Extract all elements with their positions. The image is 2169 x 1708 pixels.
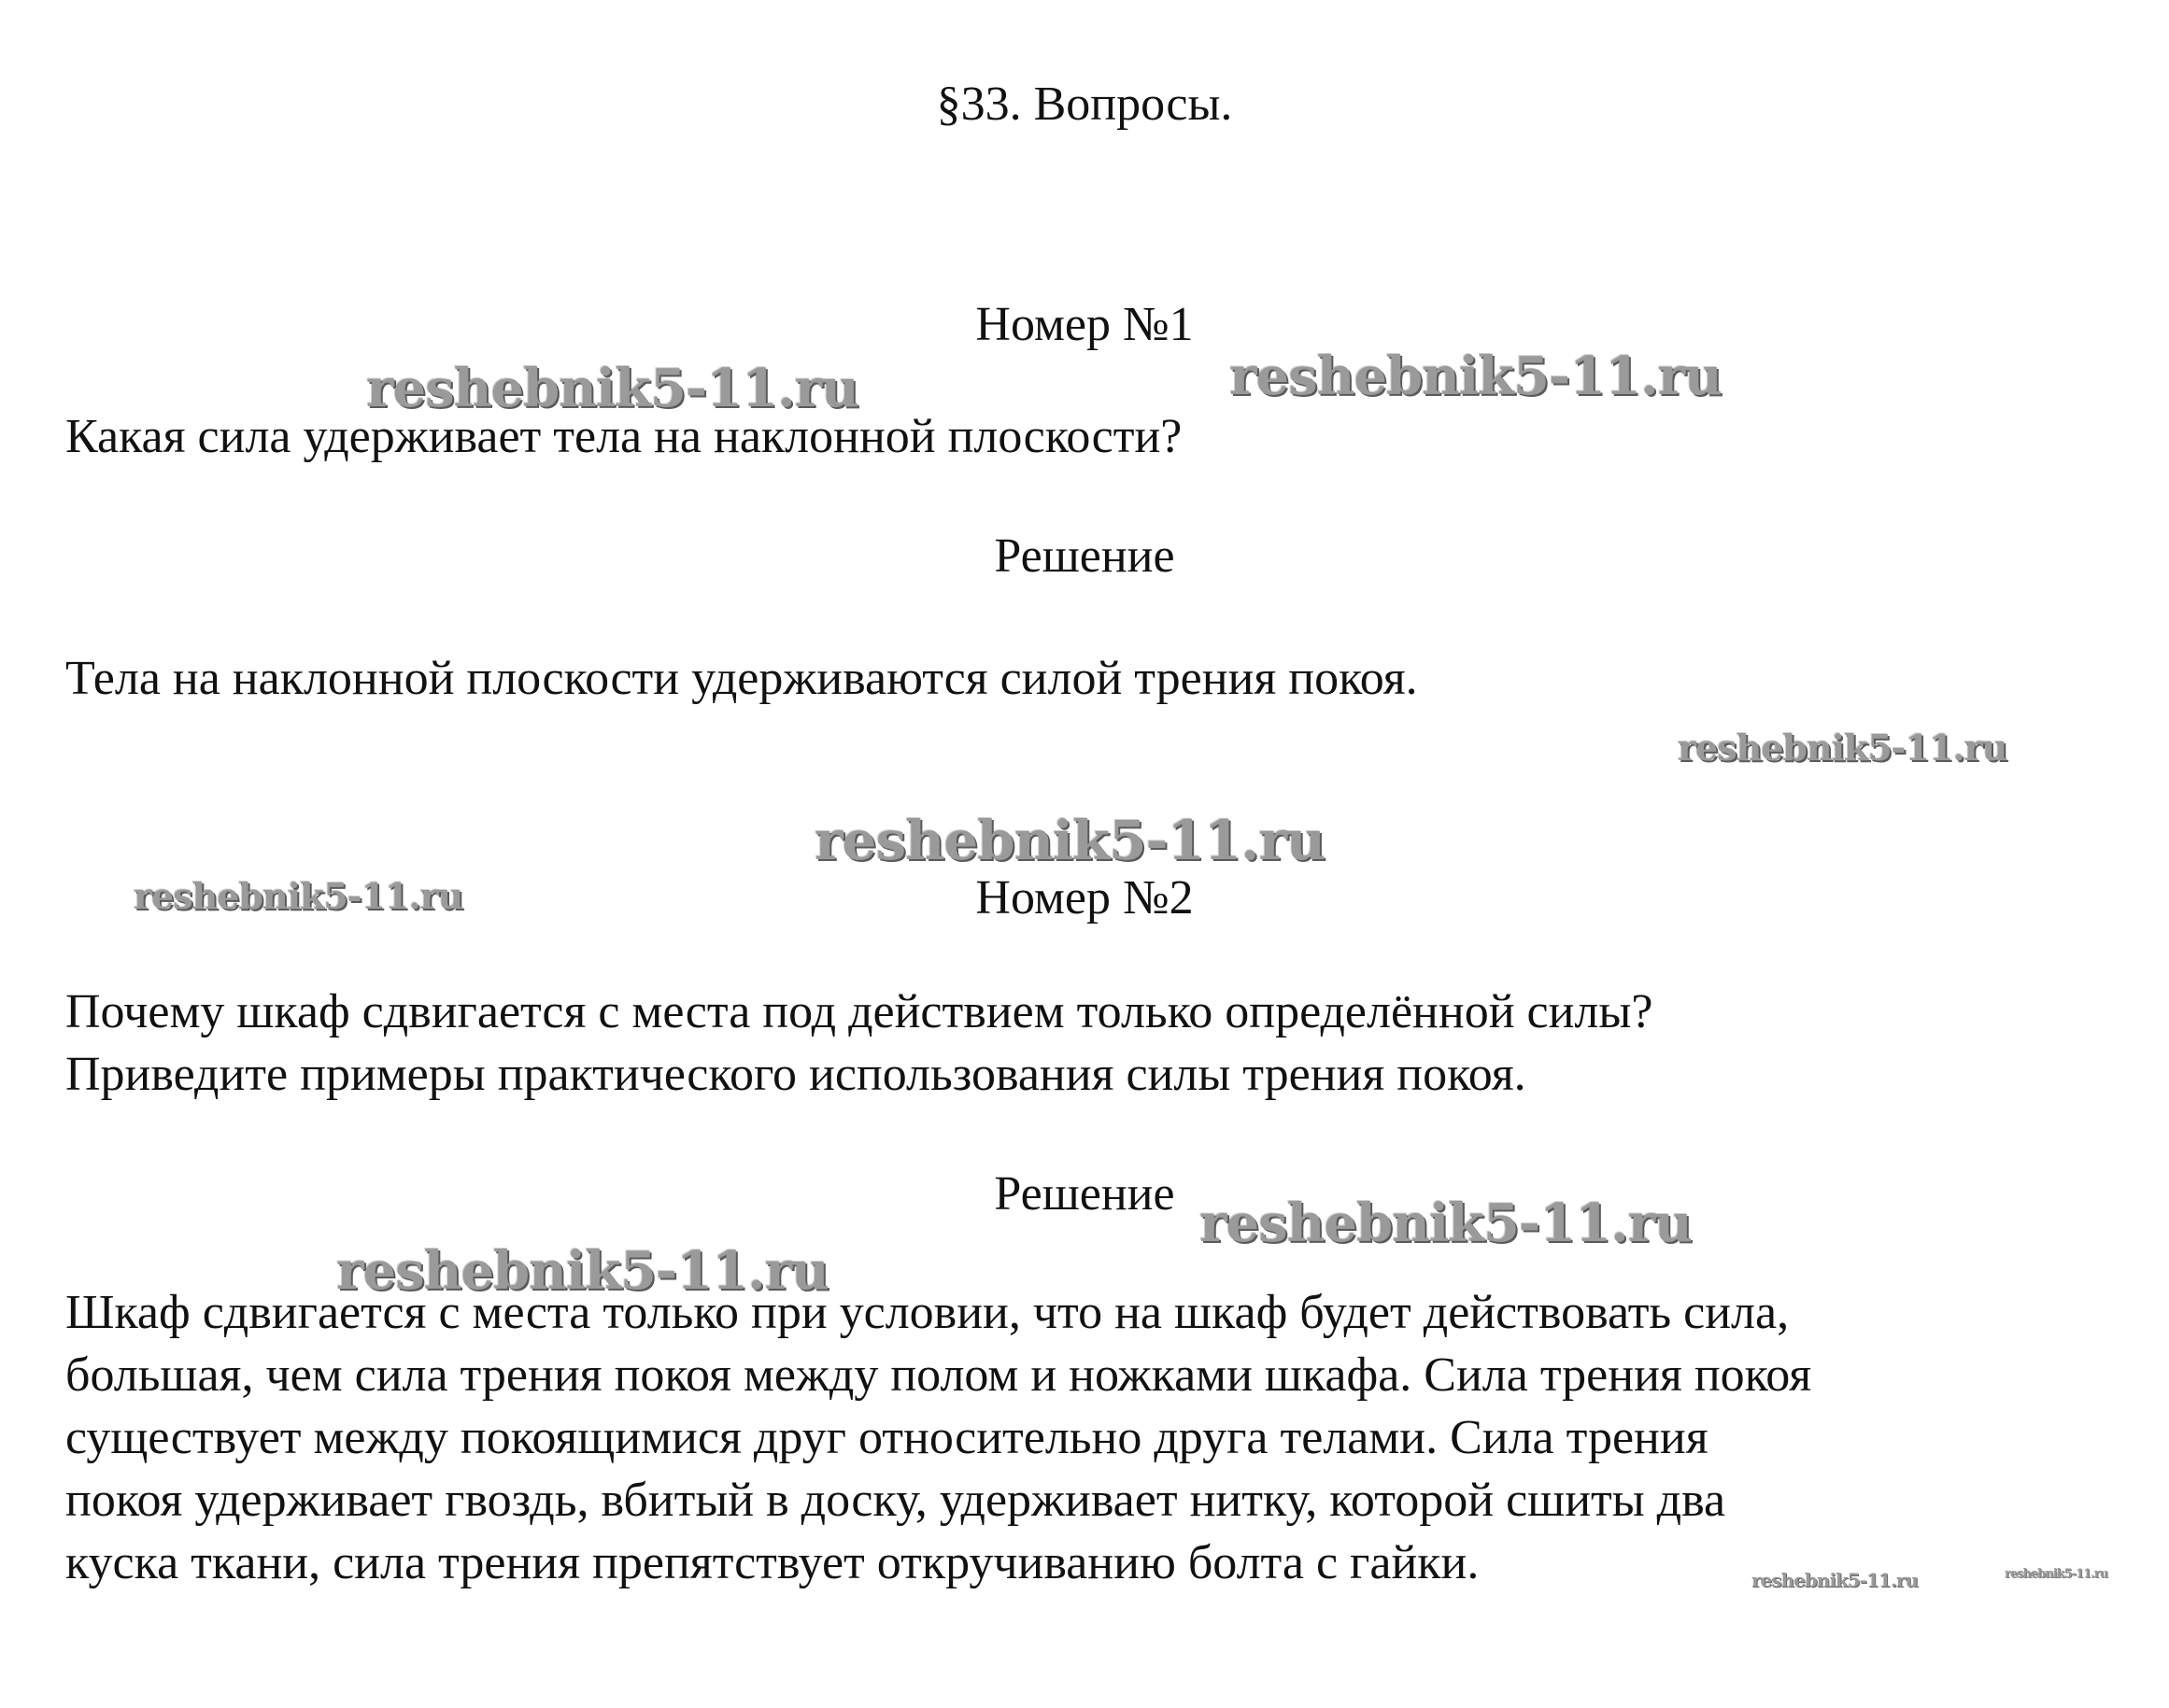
question-2-solution-label: Решение	[994, 1167, 1175, 1221]
watermark: reshebnik5-11.ru	[2005, 1567, 2108, 1581]
answer-line: покоя удерживает гвоздь, вбитый в доску, удерживает нитку, которой сшиты два	[65, 1474, 1726, 1527]
question-2-text	[65, 981, 2158, 1106]
section-title: §33. Вопросы.	[936, 78, 1233, 131]
watermark: reshebnik5-11.ru	[366, 358, 858, 419]
answer-line: Шкаф сдвигается с места только при условии, что на шкаф будет действовать сила,	[65, 1286, 1790, 1339]
watermark: reshebnik5-11.ru	[1678, 727, 2007, 769]
question-2-line: Приведите примеры практического использования силы трения покоя.	[65, 1048, 1526, 1101]
watermark: reshebnik5-11.ru	[134, 875, 463, 917]
question-2-line: Почему шкаф сдвигается с места под действием только определённой силы?	[65, 985, 1653, 1038]
watermark: reshebnik5-11.ru	[1199, 1193, 1692, 1254]
question-1-answer: Тела на наклонной плоскости удерживаются силой трения покоя.	[65, 652, 1418, 705]
question-1-number: Номер №1	[975, 298, 1194, 351]
answer-line: куска ткани, сила трения препятствует откручиванию болта с гайки.	[65, 1536, 1480, 1589]
watermark: reshebnik5-11.ru	[1751, 1569, 1918, 1591]
question-2-answer	[65, 1281, 2158, 1594]
answer-line: существует между покоящимися друг относительно друга телами. Сила трения	[65, 1411, 1708, 1464]
watermark: reshebnik5-11.ru	[1229, 346, 1722, 407]
watermark: reshebnik5-11.ru	[336, 1240, 829, 1302]
question-1-solution-label: Решение	[994, 529, 1175, 583]
watermark: reshebnik5-11.ru	[815, 809, 1326, 872]
question-1-text: Какая сила удерживает тела на наклонной плоскости?	[65, 410, 1183, 463]
question-2-number: Номер №2	[975, 871, 1194, 925]
answer-line: большая, чем сила трения покоя между полом и ножками шкафа. Сила трения покоя	[65, 1348, 1812, 1402]
